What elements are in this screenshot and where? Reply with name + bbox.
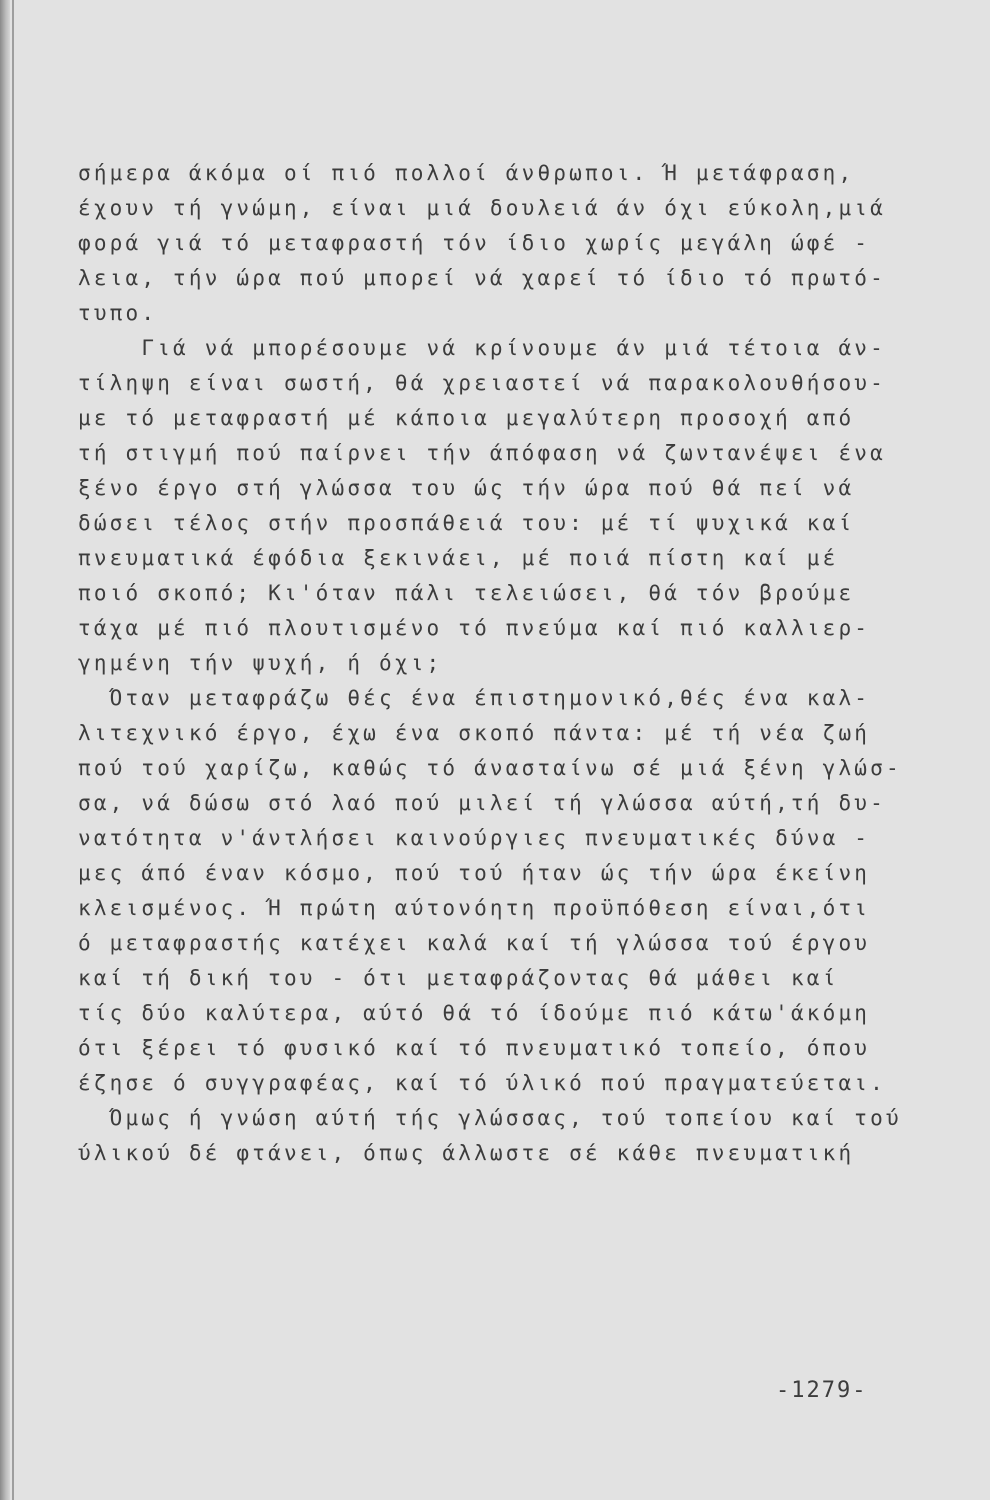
text-line: γημένη τήν ψυχή, ή όχι; — [78, 651, 443, 675]
text-line: ποιό σκοπό; Κι'όταν πάλι τελειώσει, θά τόν βρούμε — [78, 581, 855, 605]
text-line: Όταν μεταφράζω θές ένα έπιστημονικό,θές ένα καλ- — [78, 686, 871, 710]
text-line: νατότητα ν'άντλήσει καινούργιες πνευματικές δύνα - — [78, 826, 871, 850]
text-line: τυπο. — [78, 301, 158, 325]
text-line: δώσει τέλος στήν προσπάθειά του: μέ τί ψυχικά καί — [78, 511, 855, 535]
text-line: φορά γιά τό μεταφραστή τόν ίδιο χωρίς μεγάλη ώφέ - — [78, 231, 871, 255]
page-binding-line — [12, 0, 14, 1500]
text-line: σήμερα άκόμα οί πιό πολλοί άνθρωποι. Ή μετάφραση, — [78, 161, 855, 185]
text-line: λιτεχνικό έργο, έχω ένα σκοπό πάντα: μέ τή νέα ζωή — [78, 721, 871, 745]
page-number: -1279- — [776, 1378, 868, 1403]
text-line: τή στιγμή πού παίρνει τήν άπόφαση νά ζωντανέψει ένα — [78, 441, 886, 465]
page-binding-edge — [0, 0, 10, 1500]
typewritten-text-block — [78, 158, 938, 1173]
text-line: ότι ξέρει τό φυσικό καί τό πνευματικό τοπείο, όπου — [78, 1036, 871, 1060]
text-line: πνευματικά έφόδια ξεκινάει, μέ ποιά πίστη καί μέ — [78, 546, 839, 570]
text-line: έζησε ό συγγραφέας, καί τό ύλικό πού πραγματεύεται. — [78, 1071, 886, 1095]
text-line: ύλικού δέ φτάνει, όπως άλλωστε σέ κάθε πνευματική — [78, 1141, 855, 1165]
text-line: σα, νά δώσω στό λαό πού μιλεί τή γλώσσα αύτή,τή δυ- — [78, 791, 886, 815]
text-line: με τό μεταφραστή μέ κάποια μεγαλύτερη προσοχή από — [78, 406, 855, 430]
text-line: ξένο έργο στή γλώσσα του ώς τήν ώρα πού θά πεί νά — [78, 476, 855, 500]
text-line: τίς δύο καλύτερα, αύτό θά τό ίδούμε πιό κάτω'άκόμη — [78, 1001, 871, 1025]
text-line: τάχα μέ πιό πλουτισμένο τό πνεύμα καί πιό καλλιερ- — [78, 616, 871, 640]
text-line: καί τή δική του - ότι μεταφράζοντας θά μάθει καί — [78, 966, 839, 990]
text-line: λεια, τήν ώρα πού μπορεί νά χαρεί τό ίδιο τό πρωτό- — [78, 266, 886, 290]
text-line: έχουν τή γνώμη, είναι μιά δουλειά άν όχι εύκολη,μιά — [78, 196, 886, 220]
text-line: πού τού χαρίζω, καθώς τό άνασταίνω σέ μιά ξένη γλώσ- — [78, 756, 902, 780]
text-line: Γιά νά μπορέσουμε νά κρίνουμε άν μιά τέτοια άν- — [78, 336, 886, 360]
text-line: ό μεταφραστής κατέχει καλά καί τή γλώσσα τού έργου — [78, 931, 871, 955]
text-line: τίληψη είναι σωστή, θά χρειαστεί νά παρακολουθήσου- — [78, 371, 886, 395]
text-line: Όμως ή γνώση αύτή τής γλώσσας, τού τοπείου καί τού — [78, 1106, 902, 1130]
text-line: κλεισμένος. Ή πρώτη αύτονόητη προϋπόθεση είναι,ότι — [78, 896, 871, 920]
text-line: μες άπό έναν κόσμο, πού τού ήταν ώς τήν ώρα έκείνη — [78, 861, 871, 885]
